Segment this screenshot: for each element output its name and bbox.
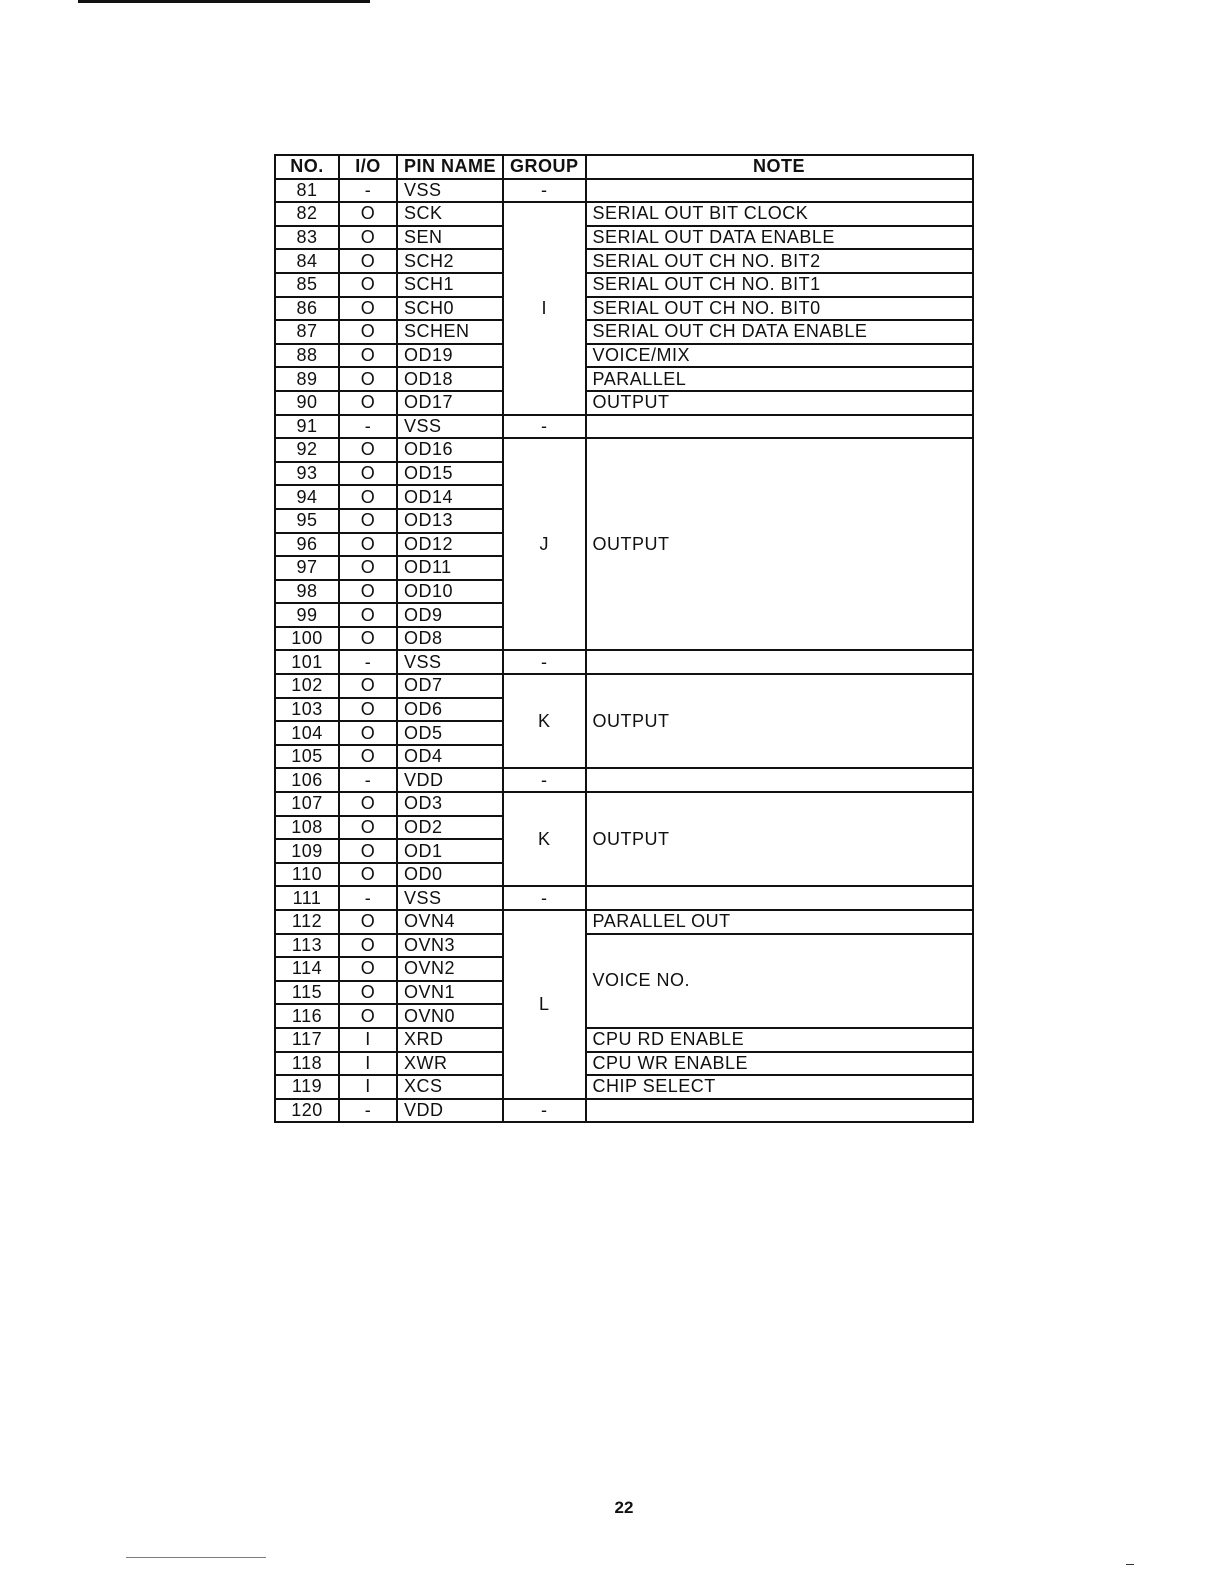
note-cell: CPU RD ENABLE bbox=[586, 1028, 973, 1052]
pin-name: SEN bbox=[397, 226, 503, 250]
pin-name: VSS bbox=[397, 415, 503, 439]
pin-io: O bbox=[339, 297, 397, 321]
group-cell: - bbox=[503, 768, 586, 792]
pin-number: 86 bbox=[275, 297, 339, 321]
pin-name: OD17 bbox=[397, 391, 503, 415]
pin-name: OD14 bbox=[397, 485, 503, 509]
pin-number: 108 bbox=[275, 816, 339, 840]
note-cell bbox=[586, 650, 973, 674]
table-row bbox=[275, 297, 973, 321]
pin-number: 82 bbox=[275, 202, 339, 226]
note-cell bbox=[586, 179, 973, 203]
pin-io: O bbox=[339, 603, 397, 627]
note-cell bbox=[586, 1099, 973, 1123]
pin-name: OD15 bbox=[397, 462, 503, 486]
pin-number: 116 bbox=[275, 1004, 339, 1028]
pin-number: 118 bbox=[275, 1052, 339, 1076]
group-cell: J bbox=[503, 438, 586, 650]
pin-io: O bbox=[339, 462, 397, 486]
pin-io: O bbox=[339, 839, 397, 863]
pin-name: OD6 bbox=[397, 698, 503, 722]
note-cell: OUTPUT bbox=[586, 391, 973, 415]
header-note: NOTE bbox=[586, 155, 973, 179]
pin-name: VSS bbox=[397, 179, 503, 203]
table-row bbox=[275, 249, 973, 273]
pin-name: OD9 bbox=[397, 603, 503, 627]
group-cell: - bbox=[503, 886, 586, 910]
header-pin-name: PIN NAME bbox=[397, 155, 503, 179]
group-cell: - bbox=[503, 1099, 586, 1123]
pin-io: O bbox=[339, 273, 397, 297]
pin-name: OD10 bbox=[397, 580, 503, 604]
pin-number: 101 bbox=[275, 650, 339, 674]
pin-io: O bbox=[339, 226, 397, 250]
note-cell: SERIAL OUT DATA ENABLE bbox=[586, 226, 973, 250]
pin-name: OVN3 bbox=[397, 934, 503, 958]
pin-number: 94 bbox=[275, 485, 339, 509]
table-row bbox=[275, 886, 973, 910]
note-cell: OUTPUT bbox=[586, 792, 973, 886]
pin-io: O bbox=[339, 981, 397, 1005]
pin-io: O bbox=[339, 816, 397, 840]
pin-io: O bbox=[339, 792, 397, 816]
pin-number: 95 bbox=[275, 509, 339, 533]
pin-name: OVN4 bbox=[397, 910, 503, 934]
table-row bbox=[275, 226, 973, 250]
table-row bbox=[275, 1028, 973, 1052]
pin-number: 100 bbox=[275, 627, 339, 651]
note-cell: SERIAL OUT CH NO. BIT1 bbox=[586, 273, 973, 297]
table-row bbox=[275, 179, 973, 203]
pin-number: 109 bbox=[275, 839, 339, 863]
header-group: GROUP bbox=[503, 155, 586, 179]
pin-name: OD8 bbox=[397, 627, 503, 651]
group-cell: - bbox=[503, 415, 586, 439]
pin-io: O bbox=[339, 344, 397, 368]
page-number: 22 bbox=[614, 1498, 634, 1517]
pin-io: O bbox=[339, 367, 397, 391]
pin-io: O bbox=[339, 1004, 397, 1028]
note-cell: VOICE NO. bbox=[586, 934, 973, 1028]
pin-number: 89 bbox=[275, 367, 339, 391]
note-cell: PARALLEL bbox=[586, 367, 973, 391]
note-cell: SERIAL OUT CH DATA ENABLE bbox=[586, 320, 973, 344]
pin-name: OVN0 bbox=[397, 1004, 503, 1028]
footer-rule bbox=[126, 1557, 266, 1558]
pin-name: OVN2 bbox=[397, 957, 503, 981]
pin-table bbox=[274, 154, 974, 1123]
table-row bbox=[275, 415, 973, 439]
pin-io: O bbox=[339, 745, 397, 769]
table-row bbox=[275, 344, 973, 368]
pin-io: O bbox=[339, 202, 397, 226]
pin-io: O bbox=[339, 721, 397, 745]
pin-io: O bbox=[339, 556, 397, 580]
note-cell: VOICE/MIX bbox=[586, 344, 973, 368]
pin-name: SCH1 bbox=[397, 273, 503, 297]
pin-number: 92 bbox=[275, 438, 339, 462]
table-row bbox=[275, 1099, 973, 1123]
group-cell: K bbox=[503, 792, 586, 886]
pin-name: OD0 bbox=[397, 863, 503, 887]
pin-io: I bbox=[339, 1052, 397, 1076]
pin-name: OD4 bbox=[397, 745, 503, 769]
pin-number: 104 bbox=[275, 721, 339, 745]
note-cell: CHIP SELECT bbox=[586, 1075, 973, 1099]
pin-io: - bbox=[339, 886, 397, 910]
pin-number: 87 bbox=[275, 320, 339, 344]
pin-number: 113 bbox=[275, 934, 339, 958]
pin-number: 112 bbox=[275, 910, 339, 934]
note-cell: CPU WR ENABLE bbox=[586, 1052, 973, 1076]
pin-io: O bbox=[339, 509, 397, 533]
pin-io: O bbox=[339, 627, 397, 651]
table-row bbox=[275, 674, 973, 698]
pin-io: I bbox=[339, 1075, 397, 1099]
pin-number: 90 bbox=[275, 391, 339, 415]
pin-io: O bbox=[339, 391, 397, 415]
table-row bbox=[275, 438, 973, 462]
pin-number: 115 bbox=[275, 981, 339, 1005]
pin-number: 96 bbox=[275, 533, 339, 557]
table-row bbox=[275, 202, 973, 226]
pin-number: 84 bbox=[275, 249, 339, 273]
pin-number: 102 bbox=[275, 674, 339, 698]
table-row bbox=[275, 320, 973, 344]
pin-number: 117 bbox=[275, 1028, 339, 1052]
note-cell: SERIAL OUT CH NO. BIT2 bbox=[586, 249, 973, 273]
group-cell: - bbox=[503, 179, 586, 203]
pin-number: 91 bbox=[275, 415, 339, 439]
note-cell bbox=[586, 768, 973, 792]
pin-number: 114 bbox=[275, 957, 339, 981]
pin-io: - bbox=[339, 415, 397, 439]
pin-name: OVN1 bbox=[397, 981, 503, 1005]
table-row bbox=[275, 910, 973, 934]
note-cell: SERIAL OUT BIT CLOCK bbox=[586, 202, 973, 226]
pin-name: VSS bbox=[397, 886, 503, 910]
pin-io: O bbox=[339, 957, 397, 981]
pin-name: OD11 bbox=[397, 556, 503, 580]
pin-name: VDD bbox=[397, 1099, 503, 1123]
pin-number: 106 bbox=[275, 768, 339, 792]
pin-number: 107 bbox=[275, 792, 339, 816]
pin-io: - bbox=[339, 768, 397, 792]
header-row bbox=[275, 155, 973, 179]
pin-number: 93 bbox=[275, 462, 339, 486]
note-cell bbox=[586, 415, 973, 439]
pin-io: O bbox=[339, 320, 397, 344]
pin-name: OD12 bbox=[397, 533, 503, 557]
table-row bbox=[275, 1052, 973, 1076]
pin-name: OD16 bbox=[397, 438, 503, 462]
pin-io: - bbox=[339, 650, 397, 674]
pin-io: O bbox=[339, 533, 397, 557]
pin-io: O bbox=[339, 249, 397, 273]
pin-name: OD3 bbox=[397, 792, 503, 816]
group-cell: - bbox=[503, 650, 586, 674]
pin-number: 98 bbox=[275, 580, 339, 604]
pin-io: O bbox=[339, 698, 397, 722]
table-row bbox=[275, 391, 973, 415]
pin-number: 119 bbox=[275, 1075, 339, 1099]
note-cell: SERIAL OUT CH NO. BIT0 bbox=[586, 297, 973, 321]
pin-io: O bbox=[339, 934, 397, 958]
pin-io: O bbox=[339, 863, 397, 887]
pin-name: SCHEN bbox=[397, 320, 503, 344]
pin-io: O bbox=[339, 485, 397, 509]
table-row bbox=[275, 792, 973, 816]
group-cell: L bbox=[503, 910, 586, 1099]
header-no: NO. bbox=[275, 155, 339, 179]
pin-io: O bbox=[339, 674, 397, 698]
group-cell: I bbox=[503, 202, 586, 414]
note-cell: OUTPUT bbox=[586, 674, 973, 768]
pin-number: 103 bbox=[275, 698, 339, 722]
table-row bbox=[275, 768, 973, 792]
pin-name: SCH0 bbox=[397, 297, 503, 321]
pin-name: XRD bbox=[397, 1028, 503, 1052]
pin-io: - bbox=[339, 179, 397, 203]
pin-number: 110 bbox=[275, 863, 339, 887]
pin-number: 83 bbox=[275, 226, 339, 250]
pin-name: OD5 bbox=[397, 721, 503, 745]
pin-number: 105 bbox=[275, 745, 339, 769]
pin-number: 81 bbox=[275, 179, 339, 203]
pin-name: OD19 bbox=[397, 344, 503, 368]
pin-name: OD2 bbox=[397, 816, 503, 840]
pin-name: VSS bbox=[397, 650, 503, 674]
pin-io: O bbox=[339, 438, 397, 462]
note-cell bbox=[586, 886, 973, 910]
pin-number: 88 bbox=[275, 344, 339, 368]
pin-name: OD13 bbox=[397, 509, 503, 533]
pin-number: 99 bbox=[275, 603, 339, 627]
pin-name: OD18 bbox=[397, 367, 503, 391]
top-rule bbox=[78, 0, 370, 3]
pin-name: XCS bbox=[397, 1075, 503, 1099]
pin-name: SCH2 bbox=[397, 249, 503, 273]
note-cell: PARALLEL OUT bbox=[586, 910, 973, 934]
note-cell: OUTPUT bbox=[586, 438, 973, 650]
corner-mark bbox=[1126, 1564, 1134, 1565]
pin-number: 85 bbox=[275, 273, 339, 297]
table-row bbox=[275, 1075, 973, 1099]
table-row bbox=[275, 934, 973, 958]
pin-io: - bbox=[339, 1099, 397, 1123]
table-row bbox=[275, 273, 973, 297]
pin-name: XWR bbox=[397, 1052, 503, 1076]
group-cell: K bbox=[503, 674, 586, 768]
pin-name: OD7 bbox=[397, 674, 503, 698]
table-row bbox=[275, 367, 973, 391]
pin-number: 120 bbox=[275, 1099, 339, 1123]
pin-io: I bbox=[339, 1028, 397, 1052]
pin-io: O bbox=[339, 910, 397, 934]
pin-name: OD1 bbox=[397, 839, 503, 863]
pin-number: 111 bbox=[275, 886, 339, 910]
table-row bbox=[275, 650, 973, 674]
pin-name: VDD bbox=[397, 768, 503, 792]
pin-name: SCK bbox=[397, 202, 503, 226]
pin-io: O bbox=[339, 580, 397, 604]
header-io: I/O bbox=[339, 155, 397, 179]
pin-number: 97 bbox=[275, 556, 339, 580]
